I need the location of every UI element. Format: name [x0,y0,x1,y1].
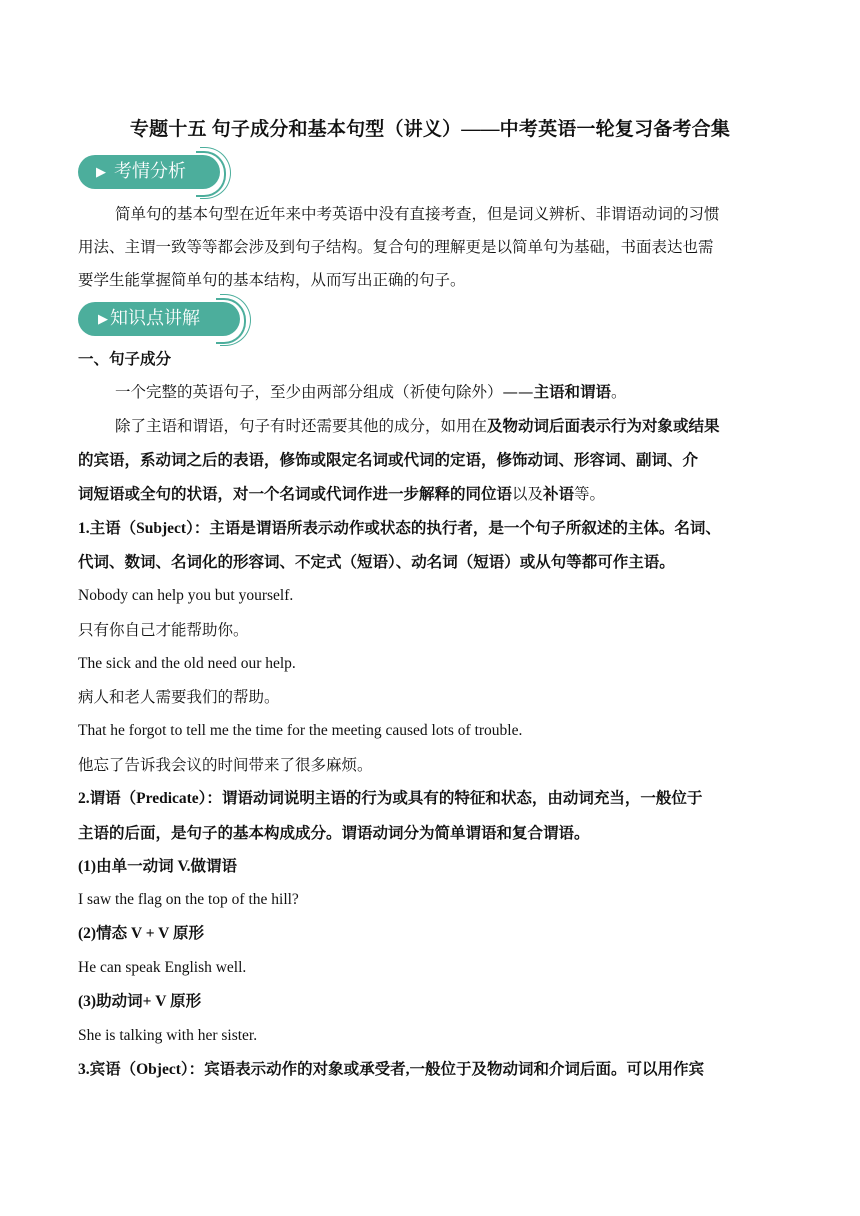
subject-example-2-zh: 病人和老人需要我们的帮助。 [78,688,280,706]
predicate-subheading-1: (1)由单一动词 V.做谓语 [78,858,238,875]
intro-line-1: 简单句的基本句型在近年来中考英语中没有直接考查，但是词义辨析、非谓语动词的习惯 [115,205,720,223]
predicate-example-3: She is talking with her sister. [78,1027,258,1044]
subject-example-2-en: The sick and the old need our help. [78,655,296,672]
badge-knowledge [78,300,248,340]
object-definition-line1: 3.宾语（Object）：宾语表示动作的对象或承受者,一般位于及物动词和介词后面。可以用作宾 [78,1061,705,1078]
section1-para2-line2: 的宾语，系动词之后的表语，修饰或限定名词或代词的定语，修饰动词、形容词、副词、介 [78,451,699,469]
subject-example-3-en: That he forgot to tell me the time for the meeting caused lots of trouble. [78,722,523,739]
badge-analysis-label: 考情分析 [114,161,186,182]
page-title: 专题十五 句子成分和基本句型（讲义）——中考英语一轮复习备考合集 [129,119,731,140]
intro-line-2: 用法、主谓一致等等都会涉及到句子结构。复合句的理解更是以简单句为基础，书面表达也需 [78,238,714,256]
play-triangle-icon: ▶ [98,312,108,327]
subject-example-3-zh: 他忘了告诉我会议的时间带来了很多麻烦。 [78,756,373,774]
section-heading: 一、句子成分 [78,350,172,368]
predicate-subheading-2: (2)情态 V + V 原形 [78,925,204,942]
section1-para2-line3: 词短语或全句的状语，对一个名词或代词作进一步解释的同位语以及补语等。 [78,485,606,503]
predicate-example-1: I saw the flag on the top of the hill? [78,891,299,908]
subject-definition-line2: 代词、数词、名词化的形容词、不定式（短语）、动名词（短语）或从句等都可作主语。 [78,553,675,571]
section1-para1: 一个完整的英语句子，至少由两部分组成（祈使句除外）——主语和谓语。 [115,383,627,401]
badge-analysis [78,153,228,193]
section1-para2-line1: 除了主语和谓语，句子有时还需要其他的成分，如用在及物动词后面表示行为对象或结果 [115,417,720,435]
play-triangle-icon: ▶ [96,165,106,180]
intro-line-3: 要学生能掌握简单句的基本结构，从而写出正确的句子。 [78,271,466,289]
badge-knowledge-label: 知识点讲解 [110,308,200,329]
predicate-subheading-3: (3)助动词+ V 原形 [78,993,202,1010]
predicate-example-2: He can speak English well. [78,959,247,976]
predicate-definition-line1: 2.谓语（Predicate）：谓语动词说明主语的行为或具有的特征和状态，由动词充当，一般位于 [78,790,703,807]
subject-example-1-en: Nobody can help you but yourself. [78,587,294,604]
subject-example-1-zh: 只有你自己才能帮助你。 [78,621,249,639]
predicate-definition-line2: 主语的后面，是句子的基本构成成分。谓语动词分为简单谓语和复合谓语。 [78,824,590,842]
subject-definition-line1: 1.主语（Subject）：主语是谓语所表示动作或状态的执行者，是一个句子所叙述的主体。名词、 [78,520,721,537]
